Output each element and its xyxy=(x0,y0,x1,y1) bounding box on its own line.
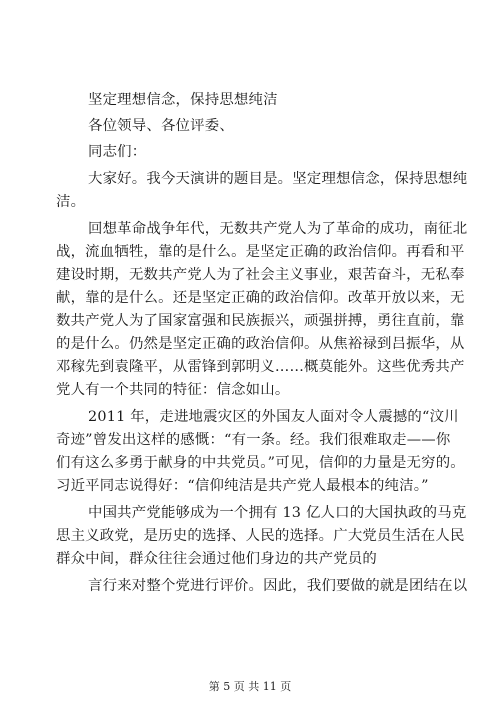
paragraph-line: 战，流血牺牲，靠的是什么。是坚定正确的政治信仰。再看和平 xyxy=(56,244,465,260)
paragraph-wenchuan xyxy=(56,409,465,495)
paragraph-line: 言行来对整个党进行评价。因此，我们要做的就是团结在以 xyxy=(88,578,468,594)
paragraph-line: 党人有一个共同的特征：信念如山。 xyxy=(56,382,290,398)
paragraph-line: 中国共产党能够成为一个拥有 13 亿人口的大国执政的马克 xyxy=(88,505,467,521)
paragraph-line: 洁。 xyxy=(56,194,86,210)
page-number-footer: 第 5 页 共 11 页 xyxy=(208,680,292,693)
paragraph-line: 数共产党人为了国家富强和民族振兴，顽强拼搏，勇往直前，靠 xyxy=(56,313,465,329)
paragraph-line: 回想革命战争年代，无数共产党人为了革命的成功，南征北 xyxy=(88,221,468,237)
paragraph-line: 的是什么。仍然是坚定正确的政治信仰。从焦裕禄到吕振华，从 xyxy=(56,336,465,352)
paragraph-greeting xyxy=(56,171,468,211)
paragraph-history xyxy=(56,221,468,399)
paragraph-party xyxy=(56,505,467,568)
paragraph-line: 思主义政党，是历史的选择、人民的选择。广大党员生活在人民 xyxy=(56,528,465,544)
paragraph-line: 群众中间，群众往往会通过他们身边的共产党员的 xyxy=(56,551,377,567)
paragraph-line: 2011 年，走进地震灾区的外国友人面对令人震撼的“汶川 xyxy=(88,409,459,425)
document-title: 坚定理想信念，保持思想纯洁 xyxy=(88,92,278,108)
paragraph-line: 建设时期，无数共产党人为了社会主义事业，艰苦奋斗，无私奉 xyxy=(56,267,465,283)
paragraph-line: 大家好。我今天演讲的题目是。坚定理想信念，保持思想纯 xyxy=(88,171,468,187)
paragraph-line: 奇迹”曾发出这样的感慨：“有一条。经。我们很难取走——你 xyxy=(56,432,451,448)
paragraph-line: 习近平同志说得好：“信仰纯洁是共产党人最根本的纯洁。” xyxy=(56,478,429,494)
document-body xyxy=(56,92,468,595)
paragraph-conduct xyxy=(56,578,468,595)
paragraph-line: 们有这么多勇于献身的中共党员。”可见，信仰的力量是无穷的。 xyxy=(56,455,465,471)
salutation-comrades: 同志们： xyxy=(88,144,147,160)
salutation-leaders: 各位领导、各位评委、 xyxy=(88,118,234,134)
paragraph-line: 献，靠的是什么。还是坚定正确的政治信仰。改革开放以来，无 xyxy=(56,290,465,306)
paragraph-line: 邓稼先到袁隆平，从雷锋到郭明义……概莫能外。这些优秀共产 xyxy=(56,359,465,375)
